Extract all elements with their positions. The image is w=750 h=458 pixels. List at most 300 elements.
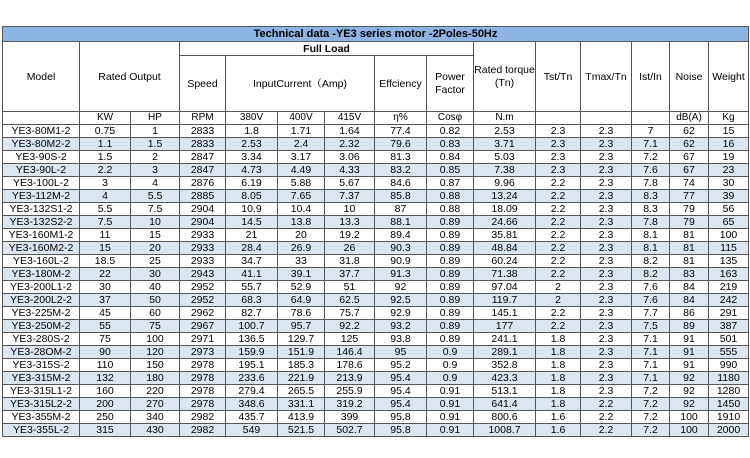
- cell-kw: 200: [80, 398, 131, 411]
- cell-model: YE3-250M-2: [3, 320, 80, 333]
- cell-current-380v: 136.5: [226, 333, 278, 346]
- cell-weight: 30: [709, 177, 749, 190]
- cell-tmax-tn: 2.3: [581, 151, 632, 164]
- cell-noise: 92: [670, 372, 709, 385]
- cell-tst-tn: 2.3: [536, 138, 581, 151]
- cell-kw: 37: [80, 294, 131, 307]
- cell-speed: 2943: [180, 268, 226, 281]
- cell-speed: 2847: [180, 164, 226, 177]
- cell-current-400v: 151.9: [278, 346, 325, 359]
- cell-tst-tn: 2.2: [536, 268, 581, 281]
- table-row: [3, 372, 749, 385]
- cell-tmax-tn: 2.3: [581, 346, 632, 359]
- cell-weight: 39: [709, 190, 749, 203]
- cell-current-380v: 14.5: [226, 216, 278, 229]
- unit-kw: KW: [80, 112, 131, 125]
- cell-kw: 75: [80, 333, 131, 346]
- cell-ist-in: 7.1: [632, 359, 670, 372]
- unit-blank: [536, 112, 581, 125]
- cell-ist-in: 8.1: [632, 229, 670, 242]
- cell-noise: 62: [670, 138, 709, 151]
- cell-efficiency: 95.4: [375, 372, 427, 385]
- unit-kg: Kg: [709, 112, 749, 125]
- cell-speed: 2962: [180, 307, 226, 320]
- cell-noise: 92: [670, 398, 709, 411]
- cell-rated-torque: 800.6: [474, 411, 536, 424]
- cell-current-380v: 21: [226, 229, 278, 242]
- header-weight: Weight: [709, 42, 749, 112]
- cell-speed: 2933: [180, 229, 226, 242]
- cell-model: YE3-315M-2: [3, 372, 80, 385]
- cell-efficiency: 92.5: [375, 294, 427, 307]
- cell-noise: 81: [670, 255, 709, 268]
- cell-power-factor: 0.9: [427, 346, 474, 359]
- table-row: [3, 424, 749, 437]
- cell-rated-torque: 2.53: [474, 125, 536, 138]
- cell-noise: 86: [670, 307, 709, 320]
- cell-kw: 11: [80, 229, 131, 242]
- cell-power-factor: 0.91: [427, 424, 474, 437]
- cell-tst-tn: 2.2: [536, 242, 581, 255]
- cell-weight: 163: [709, 268, 749, 281]
- unit-cos-phi: Cosφ: [427, 112, 474, 125]
- cell-weight: 115: [709, 242, 749, 255]
- cell-efficiency: 81.3: [375, 151, 427, 164]
- cell-ist-in: 7.6: [632, 164, 670, 177]
- cell-efficiency: 90.9: [375, 255, 427, 268]
- cell-kw: 55: [80, 320, 131, 333]
- table-row: [3, 177, 749, 190]
- cell-kw: 30: [80, 281, 131, 294]
- cell-weight: 555: [709, 346, 749, 359]
- cell-kw: 18.5: [80, 255, 131, 268]
- cell-ist-in: 7.5: [632, 320, 670, 333]
- cell-tmax-tn: 2.3: [581, 372, 632, 385]
- cell-speed: 2952: [180, 281, 226, 294]
- header-ist-in: Ist/In: [632, 42, 670, 112]
- cell-noise: 100: [670, 411, 709, 424]
- cell-tmax-tn: 2.2: [581, 411, 632, 424]
- cell-tst-tn: 2.3: [536, 164, 581, 177]
- cell-kw: 250: [80, 411, 131, 424]
- cell-power-factor: 0.89: [427, 229, 474, 242]
- cell-efficiency: 95.2: [375, 359, 427, 372]
- cell-kw: 2.2: [80, 164, 131, 177]
- cell-current-400v: 13.8: [278, 216, 325, 229]
- cell-weight: 15: [709, 125, 749, 138]
- cell-tmax-tn: 2.3: [581, 229, 632, 242]
- table-row: [3, 216, 749, 229]
- cell-rated-torque: 60.24: [474, 255, 536, 268]
- cell-tst-tn: 1.8: [536, 385, 581, 398]
- cell-noise: 91: [670, 359, 709, 372]
- cell-weight: 56: [709, 203, 749, 216]
- cell-kw: 110: [80, 359, 131, 372]
- cell-current-380v: 41.1: [226, 268, 278, 281]
- cell-current-415v: 146.4: [325, 346, 375, 359]
- cell-weight: 65: [709, 216, 749, 229]
- header-input-current: InputCurrent（Amp): [226, 56, 375, 112]
- cell-rated-torque: 145.1: [474, 307, 536, 320]
- cell-current-400v: 95.7: [278, 320, 325, 333]
- cell-power-factor: 0.88: [427, 203, 474, 216]
- cell-current-380v: 233.6: [226, 372, 278, 385]
- cell-model: YE3-315L1-2: [3, 385, 80, 398]
- cell-speed: 2978: [180, 398, 226, 411]
- cell-kw: 7.5: [80, 216, 131, 229]
- cell-efficiency: 79.6: [375, 138, 427, 151]
- cell-speed: 2978: [180, 372, 226, 385]
- cell-weight: 135: [709, 255, 749, 268]
- cell-speed: 2904: [180, 203, 226, 216]
- cell-speed: 2885: [180, 190, 226, 203]
- unit-eta: η%: [375, 112, 427, 125]
- cell-ist-in: 7.2: [632, 151, 670, 164]
- header-efficiency: Effciency: [375, 56, 427, 112]
- cell-tmax-tn: 2.3: [581, 203, 632, 216]
- cell-hp: 1: [131, 125, 180, 138]
- cell-current-415v: 92.2: [325, 320, 375, 333]
- cell-current-400v: 185.3: [278, 359, 325, 372]
- cell-tmax-tn: 2.3: [581, 294, 632, 307]
- cell-ist-in: 7.1: [632, 138, 670, 151]
- cell-weight: 1910: [709, 411, 749, 424]
- cell-rated-torque: 24.66: [474, 216, 536, 229]
- cell-kw: 22: [80, 268, 131, 281]
- cell-speed: 2952: [180, 294, 226, 307]
- cell-current-380v: 100.7: [226, 320, 278, 333]
- unit-rpm: RPM: [180, 112, 226, 125]
- cell-power-factor: 0.91: [427, 385, 474, 398]
- cell-current-400v: 1.71: [278, 125, 325, 138]
- table-row: [3, 294, 749, 307]
- cell-model: YE3-132S2-2: [3, 216, 80, 229]
- cell-tst-tn: 1.8: [536, 333, 581, 346]
- cell-tst-tn: 2.3: [536, 125, 581, 138]
- cell-speed: 2973: [180, 346, 226, 359]
- cell-current-380v: 34.7: [226, 255, 278, 268]
- cell-speed: 2982: [180, 424, 226, 437]
- cell-efficiency: 95.8: [375, 411, 427, 424]
- cell-noise: 79: [670, 216, 709, 229]
- cell-efficiency: 93.2: [375, 320, 427, 333]
- cell-current-400v: 129.7: [278, 333, 325, 346]
- cell-efficiency: 92: [375, 281, 427, 294]
- cell-ist-in: 8.3: [632, 203, 670, 216]
- table-row: [3, 164, 749, 177]
- cell-speed: 2933: [180, 242, 226, 255]
- cell-current-415v: 502.7: [325, 424, 375, 437]
- cell-current-400v: 52.9: [278, 281, 325, 294]
- cell-hp: 25: [131, 255, 180, 268]
- table-row: [3, 307, 749, 320]
- cell-efficiency: 88.1: [375, 216, 427, 229]
- unit-dba: dB(A): [670, 112, 709, 125]
- cell-ist-in: 7.6: [632, 281, 670, 294]
- cell-model: YE3-200L2-2: [3, 294, 80, 307]
- cell-hp: 340: [131, 411, 180, 424]
- cell-power-factor: 0.91: [427, 411, 474, 424]
- cell-kw: 1.5: [80, 151, 131, 164]
- table-row: [3, 242, 749, 255]
- cell-tst-tn: 2.2: [536, 320, 581, 333]
- cell-ist-in: 8.2: [632, 268, 670, 281]
- cell-noise: 91: [670, 346, 709, 359]
- cell-speed: 2978: [180, 385, 226, 398]
- cell-hp: 3: [131, 164, 180, 177]
- cell-tmax-tn: 2.3: [581, 138, 632, 151]
- cell-current-400v: 3.17: [278, 151, 325, 164]
- cell-hp: 150: [131, 359, 180, 372]
- cell-current-380v: 8.05: [226, 190, 278, 203]
- cell-noise: 91: [670, 333, 709, 346]
- cell-ist-in: 7.1: [632, 333, 670, 346]
- cell-tmax-tn: 2.3: [581, 242, 632, 255]
- cell-ist-in: 8.2: [632, 255, 670, 268]
- cell-weight: 990: [709, 359, 749, 372]
- cell-rated-torque: 241.1: [474, 333, 536, 346]
- unit-nm: N.m: [474, 112, 536, 125]
- cell-current-415v: 1.64: [325, 125, 375, 138]
- cell-power-factor: 0.9: [427, 359, 474, 372]
- cell-current-380v: 10.9: [226, 203, 278, 216]
- cell-hp: 180: [131, 372, 180, 385]
- cell-tmax-tn: 2.3: [581, 125, 632, 138]
- cell-tmax-tn: 2.3: [581, 333, 632, 346]
- cell-tst-tn: 2.2: [536, 216, 581, 229]
- cell-current-415v: 5.67: [325, 177, 375, 190]
- cell-hp: 75: [131, 320, 180, 333]
- cell-model: YE3-355M-2: [3, 411, 80, 424]
- cell-tst-tn: 2.2: [536, 190, 581, 203]
- cell-hp: 5.5: [131, 190, 180, 203]
- cell-noise: 84: [670, 294, 709, 307]
- cell-tst-tn: 2.2: [536, 307, 581, 320]
- cell-current-415v: 213.9: [325, 372, 375, 385]
- cell-ist-in: 7.8: [632, 216, 670, 229]
- motor-data-sheet: [2, 26, 748, 437]
- cell-power-factor: 0.9: [427, 372, 474, 385]
- cell-kw: 160: [80, 385, 131, 398]
- cell-rated-torque: 423.3: [474, 372, 536, 385]
- cell-weight: 1450: [709, 398, 749, 411]
- cell-kw: 1.1: [80, 138, 131, 151]
- table-row: [3, 125, 749, 138]
- table-row: [3, 281, 749, 294]
- cell-efficiency: 95.8: [375, 424, 427, 437]
- cell-current-400v: 521.5: [278, 424, 325, 437]
- technical-data-table: [2, 26, 749, 437]
- cell-kw: 45: [80, 307, 131, 320]
- header-speed: Speed: [180, 56, 226, 112]
- cell-power-factor: 0.89: [427, 216, 474, 229]
- cell-rated-torque: 1008.7: [474, 424, 536, 437]
- header-full-load: Full Load: [180, 42, 474, 56]
- cell-tmax-tn: 2.3: [581, 359, 632, 372]
- cell-efficiency: 91.3: [375, 268, 427, 281]
- cell-hp: 15: [131, 229, 180, 242]
- cell-power-factor: 0.89: [427, 255, 474, 268]
- cell-noise: 67: [670, 151, 709, 164]
- cell-speed: 2967: [180, 320, 226, 333]
- cell-efficiency: 89.4: [375, 229, 427, 242]
- cell-noise: 100: [670, 424, 709, 437]
- cell-current-380v: 55.7: [226, 281, 278, 294]
- header-power-factor: Power Factor: [427, 56, 474, 112]
- cell-current-380v: 2.53: [226, 138, 278, 151]
- cell-current-380v: 1.8: [226, 125, 278, 138]
- cell-model: YE3-225M-2: [3, 307, 80, 320]
- cell-current-400v: 64.9: [278, 294, 325, 307]
- cell-model: YE3-315S-2: [3, 359, 80, 372]
- cell-model: YE3-80M2-2: [3, 138, 80, 151]
- cell-current-380v: 3.34: [226, 151, 278, 164]
- cell-tst-tn: 2.2: [536, 255, 581, 268]
- cell-noise: 62: [670, 125, 709, 138]
- cell-hp: 50: [131, 294, 180, 307]
- cell-ist-in: 7.2: [632, 385, 670, 398]
- cell-power-factor: 0.88: [427, 190, 474, 203]
- cell-tst-tn: 2.3: [536, 151, 581, 164]
- cell-tmax-tn: 2.2: [581, 398, 632, 411]
- cell-current-400v: 2.4: [278, 138, 325, 151]
- cell-current-400v: 413.9: [278, 411, 325, 424]
- cell-current-380v: 195.1: [226, 359, 278, 372]
- cell-current-380v: 159.9: [226, 346, 278, 359]
- cell-kw: 5.5: [80, 203, 131, 216]
- cell-weight: 19: [709, 151, 749, 164]
- cell-rated-torque: 3.71: [474, 138, 536, 151]
- cell-kw: 4: [80, 190, 131, 203]
- cell-current-415v: 51: [325, 281, 375, 294]
- table-row: [3, 203, 749, 216]
- header-noise: Noise: [670, 42, 709, 112]
- cell-current-415v: 62.5: [325, 294, 375, 307]
- table-row: [3, 346, 749, 359]
- cell-ist-in: 7: [632, 125, 670, 138]
- cell-weight: 387: [709, 320, 749, 333]
- cell-weight: 219: [709, 281, 749, 294]
- cell-model: YE3-355L-2: [3, 424, 80, 437]
- cell-noise: 67: [670, 164, 709, 177]
- cell-current-400v: 4.49: [278, 164, 325, 177]
- unit-blank: [632, 112, 670, 125]
- cell-ist-in: 7.1: [632, 346, 670, 359]
- cell-tmax-tn: 2.3: [581, 268, 632, 281]
- table-row: [3, 255, 749, 268]
- cell-kw: 15: [80, 242, 131, 255]
- cell-current-415v: 37.7: [325, 268, 375, 281]
- cell-current-400v: 5.88: [278, 177, 325, 190]
- table-row: [3, 320, 749, 333]
- header-rated-output: Rated Output: [80, 42, 180, 112]
- cell-weight: 2000: [709, 424, 749, 437]
- cell-hp: 1.5: [131, 138, 180, 151]
- cell-tst-tn: 1.8: [536, 372, 581, 385]
- cell-current-400v: 20: [278, 229, 325, 242]
- cell-power-factor: 0.89: [427, 268, 474, 281]
- cell-efficiency: 92.9: [375, 307, 427, 320]
- cell-speed: 2978: [180, 359, 226, 372]
- cell-noise: 92: [670, 385, 709, 398]
- cell-model: YE3-280S-2: [3, 333, 80, 346]
- table-title: Technical data -YE3 series motor -2Poles-50Hz: [3, 27, 749, 42]
- table-row: [3, 229, 749, 242]
- cell-rated-torque: 35.81: [474, 229, 536, 242]
- cell-current-415v: 255.9: [325, 385, 375, 398]
- table-row: [3, 398, 749, 411]
- cell-speed: 2833: [180, 125, 226, 138]
- cell-rated-torque: 352.8: [474, 359, 536, 372]
- cell-rated-torque: 641.4: [474, 398, 536, 411]
- unit-blank: [3, 112, 80, 125]
- cell-current-380v: 4.73: [226, 164, 278, 177]
- cell-current-400v: 39.1: [278, 268, 325, 281]
- cell-power-factor: 0.89: [427, 333, 474, 346]
- cell-rated-torque: 7.38: [474, 164, 536, 177]
- cell-rated-torque: 9.96: [474, 177, 536, 190]
- table-row: [3, 268, 749, 281]
- unit-380v: 380V: [226, 112, 278, 125]
- cell-weight: 291: [709, 307, 749, 320]
- cell-current-400v: 33: [278, 255, 325, 268]
- cell-tmax-tn: 2.3: [581, 164, 632, 177]
- cell-hp: 270: [131, 398, 180, 411]
- table-row: [3, 138, 749, 151]
- cell-noise: 81: [670, 229, 709, 242]
- cell-hp: 220: [131, 385, 180, 398]
- cell-current-400v: 78.6: [278, 307, 325, 320]
- cell-model: YE3-160M1-2: [3, 229, 80, 242]
- cell-current-415v: 4.33: [325, 164, 375, 177]
- cell-tst-tn: 2.2: [536, 203, 581, 216]
- cell-weight: 1280: [709, 385, 749, 398]
- cell-current-380v: 82.7: [226, 307, 278, 320]
- cell-power-factor: 0.85: [427, 164, 474, 177]
- cell-weight: 23: [709, 164, 749, 177]
- cell-ist-in: 7.2: [632, 411, 670, 424]
- table-row: [3, 411, 749, 424]
- cell-noise: 89: [670, 320, 709, 333]
- cell-efficiency: 87: [375, 203, 427, 216]
- cell-kw: 0.75: [80, 125, 131, 138]
- cell-model: YE3-132S1-2: [3, 203, 80, 216]
- cell-current-400v: 7.65: [278, 190, 325, 203]
- cell-tmax-tn: 2.3: [581, 307, 632, 320]
- table-row: [3, 359, 749, 372]
- cell-current-415v: 399: [325, 411, 375, 424]
- cell-rated-torque: 71.38: [474, 268, 536, 281]
- cell-weight: 100: [709, 229, 749, 242]
- cell-current-400v: 10.4: [278, 203, 325, 216]
- table-row: [3, 190, 749, 203]
- cell-rated-torque: 97.04: [474, 281, 536, 294]
- cell-ist-in: 7.2: [632, 424, 670, 437]
- unit-hp: HP: [131, 112, 180, 125]
- header-tmax-tn: Tmax/Tn: [581, 42, 632, 112]
- cell-model: YE3-160L-2: [3, 255, 80, 268]
- cell-noise: 79: [670, 203, 709, 216]
- cell-model: YE3-160M2-2: [3, 242, 80, 255]
- cell-current-415v: 125: [325, 333, 375, 346]
- cell-speed: 2876: [180, 177, 226, 190]
- cell-model: YE3-28OM-2: [3, 346, 80, 359]
- cell-weight: 1180: [709, 372, 749, 385]
- cell-model: YE3-180M-2: [3, 268, 80, 281]
- cell-speed: 2833: [180, 138, 226, 151]
- cell-rated-torque: 18.09: [474, 203, 536, 216]
- cell-kw: 3: [80, 177, 131, 190]
